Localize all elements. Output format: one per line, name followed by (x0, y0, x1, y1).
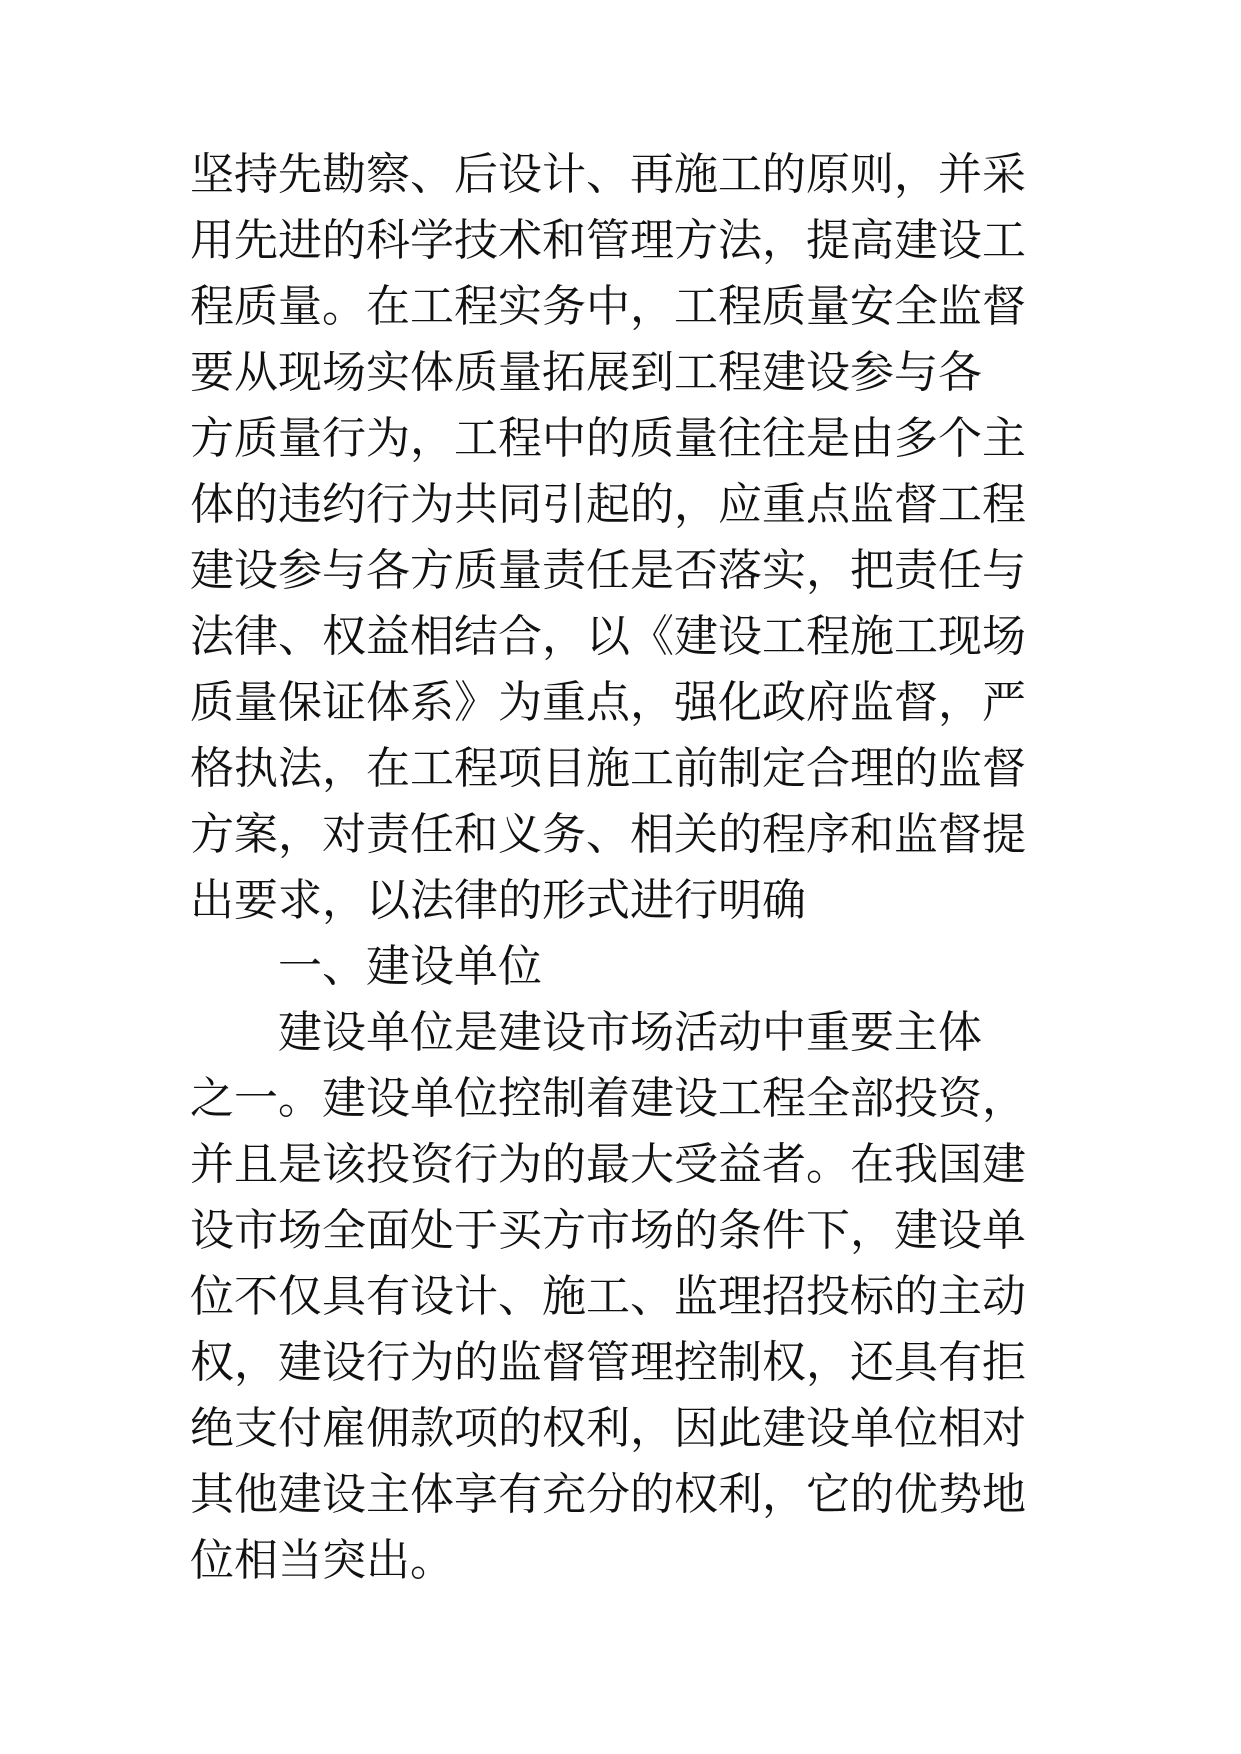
text-line: 坚持先勘察、后设计、再施工的原则，并采 (190, 149, 1026, 200)
text-line: 绝支付雇佣款项的权利，因此建设单位相对 (190, 1403, 1026, 1454)
text-line: 其他建设主体享有充分的权利，它的优势地 (190, 1469, 1026, 1520)
text-line: 格执法，在工程项目施工前制定合理的监督 (190, 743, 1026, 794)
text-line: 建设参与各方质量责任是否落实，把责任与 (190, 545, 1026, 596)
section-heading: 一、建设单位 (278, 941, 542, 992)
text-line: 质量保证体系》为重点，强化政府监督，严 (190, 677, 1026, 728)
text-line: 建设单位是建设市场活动中重要主体 (278, 1007, 982, 1058)
text-line: 之一。建设单位控制着建设工程全部投资， (190, 1073, 1026, 1124)
text-line: 位不仅具有设计、施工、监理招投标的主动 (190, 1271, 1026, 1322)
text-line: 位相当突出。 (190, 1535, 454, 1586)
text-line: 用先进的科学技术和管理方法，提高建设工 (190, 215, 1026, 266)
text-line: 设市场全面处于买方市场的条件下，建设单 (190, 1205, 1026, 1256)
text-line: 方案，对责任和义务、相关的程序和监督提 (190, 809, 1026, 860)
text-line: 要从现场实体质量拓展到工程建设参与各 (190, 347, 982, 398)
text-line: 程质量。在工程实务中，工程质量安全监督 (190, 281, 1026, 332)
text-line: 出要求，以法律的形式进行明确 (190, 875, 806, 926)
text-line: 体的违约行为共同引起的，应重点监督工程 (190, 479, 1026, 530)
text-line: 法律、权益相结合，以《建设工程施工现场 (190, 611, 1026, 662)
paragraph-2 (190, 1000, 1070, 1594)
paragraph-1 (190, 142, 1070, 934)
text-line: 并且是该投资行为的最大受益者。在我国建 (190, 1139, 1026, 1190)
body-text (190, 142, 1070, 1594)
text-line: 方质量行为，工程中的质量往往是由多个主 (190, 413, 1026, 464)
text-line: 权，建设行为的监督管理控制权，还具有拒 (190, 1337, 1026, 1388)
